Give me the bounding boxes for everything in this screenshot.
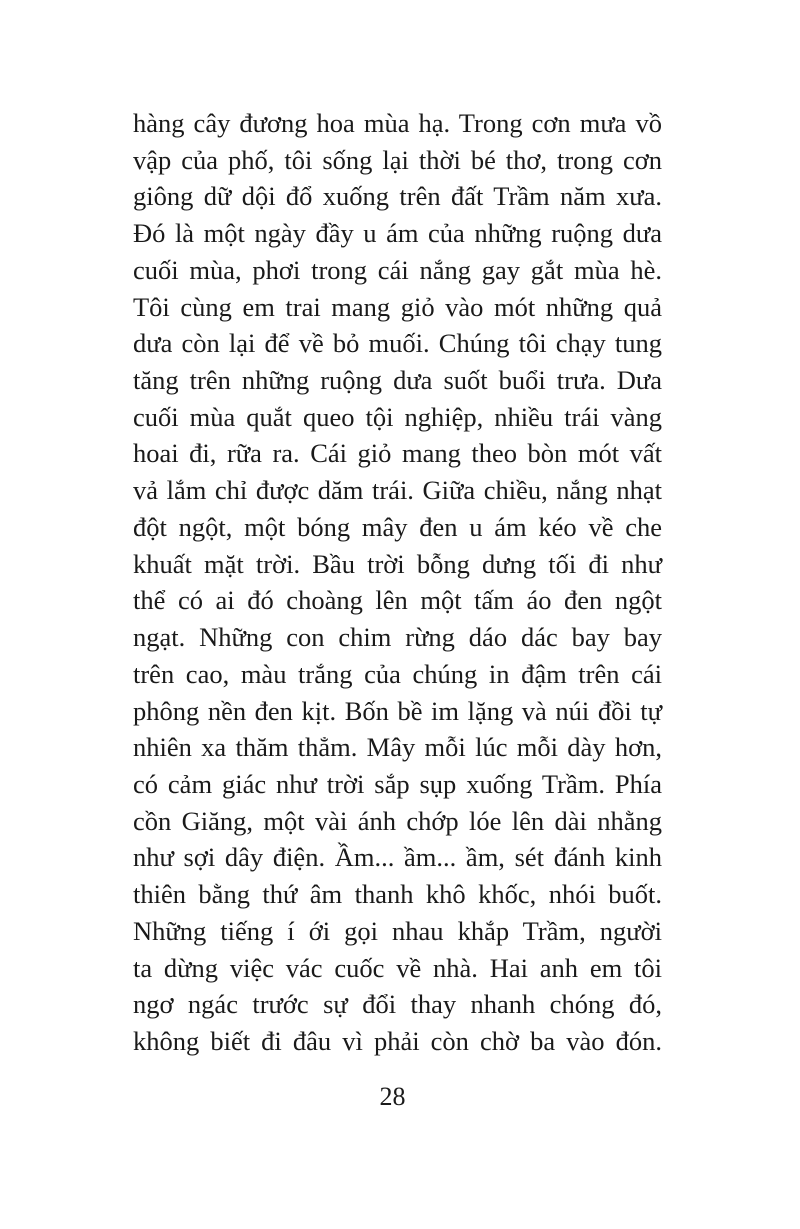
text-line: không biết đi đâu vì phải còn chờ ba vào đón. (133, 1025, 662, 1056)
text-line: đột ngột, một bóng mây đen u ám kéo về che (133, 511, 662, 542)
text-line: có cảm giác như trời sắp sụp xuống Trầm. Phía (133, 768, 662, 799)
text-line: Tôi cùng em trai mang giỏ vào mót những quả (133, 291, 662, 322)
text-line: vả lắm chỉ được dăm trái. Giữa chiều, nắng nhạt (133, 475, 662, 506)
text-line: thiên bằng thứ âm thanh khô khốc, nhói buốt. (133, 879, 662, 910)
text-line: vập của phố, tôi sống lại thời bé thơ, trong cơn (133, 144, 662, 175)
text-line: hoai đi, rữa ra. Cái giỏ mang theo bòn mót vất (133, 438, 662, 469)
text-line: dưa còn lại để về bỏ muối. Chúng tôi chạy tung (133, 328, 662, 359)
text-line: khuất mặt trời. Bầu trời bỗng dưng tối đi như (133, 548, 662, 579)
text-line: cuối mùa quắt queo tội nghiệp, nhiều trái vàng (133, 401, 662, 432)
text-line: trên cao, màu trắng của chúng in đậm trên cái (133, 658, 662, 689)
paragraph (133, 105, 662, 1060)
text-line: thể có ai đó choàng lên một tấm áo đen ngột (133, 585, 662, 616)
page-number: 28 (379, 1082, 406, 1111)
text-line: tăng trên những ruộng dưa suốt buổi trưa. Dưa (133, 365, 662, 396)
text-line: Đó là một ngày đầy u ám của những ruộng dưa (133, 218, 662, 249)
text-line: giông dữ dội đổ xuống trên đất Trầm năm xưa. (133, 181, 662, 212)
text-line: cuối mùa, phơi trong cái nắng gay gắt mùa hè. (133, 254, 662, 285)
text-line: hàng cây đương hoa mùa hạ. Trong cơn mưa vồ (133, 108, 662, 138)
text-line: như sợi dây điện. Ầm... ầm... ầm, sét đánh kinh (133, 842, 662, 873)
text-line: nhiên xa thăm thẳm. Mây mỗi lúc mỗi dày hơn, (133, 732, 662, 763)
text-line: phông nền đen kịt. Bốn bề im lặng và núi đồi tự (133, 695, 662, 726)
text-line: Những tiếng í ới gọi nhau khắp Trầm, người (133, 915, 662, 946)
text-line: ngơ ngác trước sự đổi thay nhanh chóng đó, (133, 989, 662, 1020)
text-line: ngạt. Những con chim rừng dáo dác bay bay (133, 622, 662, 653)
text-line: ta dừng việc vác cuốc về nhà. Hai anh em tôi (133, 952, 662, 983)
text-line: cồn Giăng, một vài ánh chớp lóe lên dài nhằng (133, 805, 662, 836)
